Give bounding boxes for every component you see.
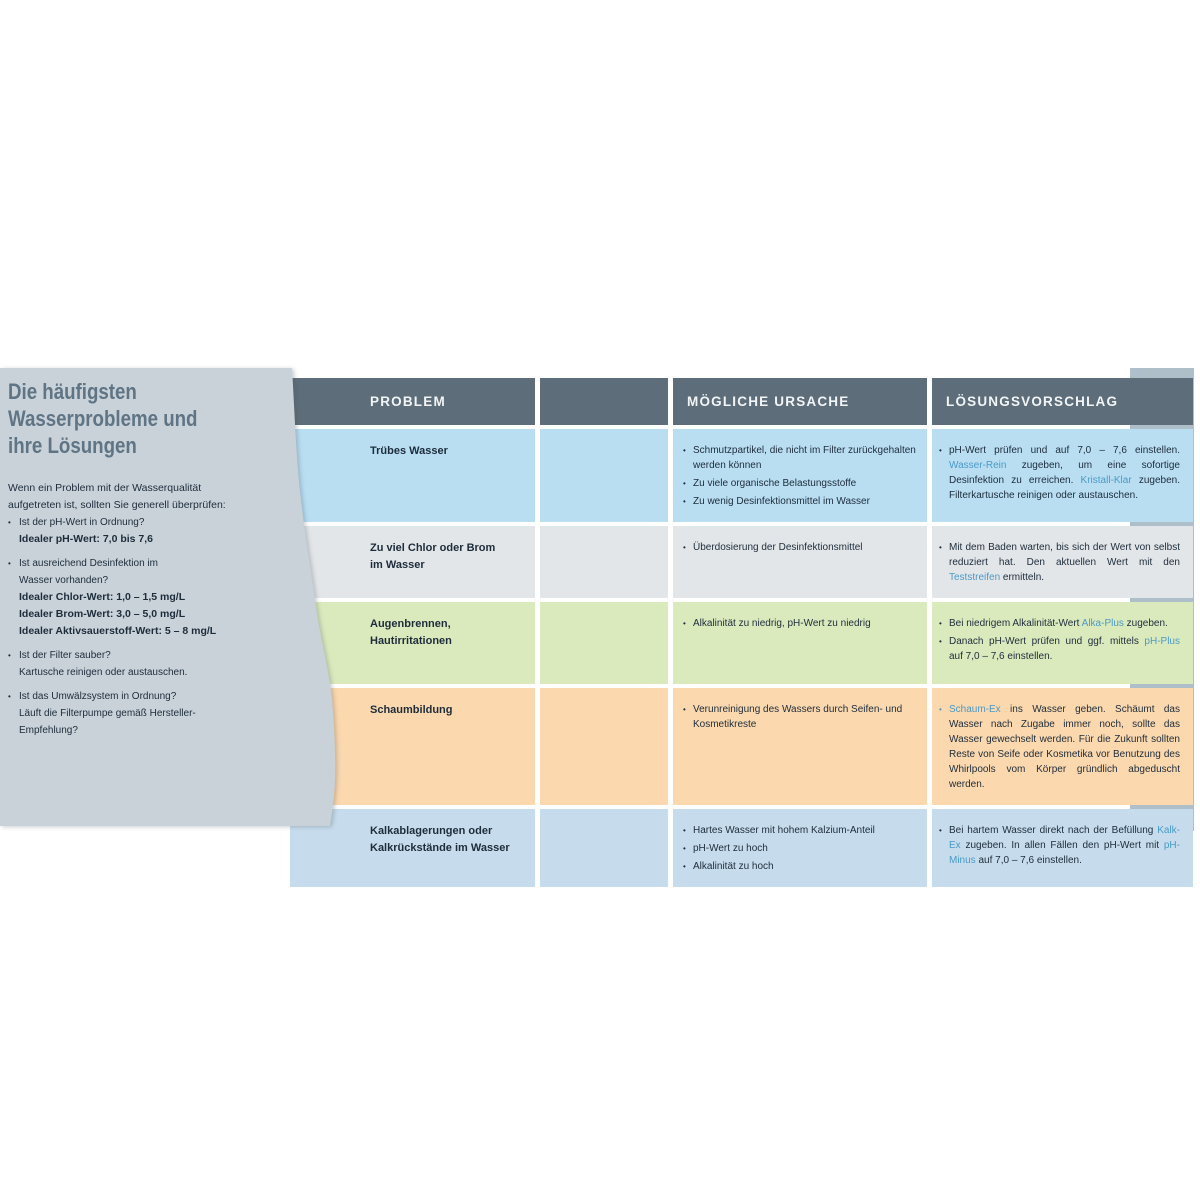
bullet-marker: • — [683, 826, 686, 835]
page-title-line: Die häufigsten — [8, 379, 137, 404]
solution-item — [939, 634, 1180, 664]
bullet-marker: • — [939, 826, 942, 835]
solution-item — [939, 540, 1180, 585]
sidebar-check-line: Ist der Filter sauber? — [19, 650, 111, 661]
cause-item — [683, 702, 917, 732]
solution-item — [939, 443, 1180, 503]
product-name: Teststreifen — [949, 572, 1001, 583]
bullet-marker: • — [683, 479, 686, 488]
problem-label-line: Trübes Wasser — [370, 445, 448, 457]
spacer-cell — [540, 688, 668, 805]
bullet-marker: • — [8, 692, 11, 701]
solution-text-segment: auf 7,0 – 7,6 einstellen. — [949, 651, 1053, 662]
bullet-text — [949, 616, 1180, 631]
solution-item — [939, 702, 1180, 792]
sidebar-intro — [8, 480, 238, 514]
sidebar-check-text — [19, 514, 238, 548]
bullet-text — [949, 823, 1180, 868]
cause-item — [683, 859, 917, 874]
spacer-cell — [540, 429, 668, 522]
column-header-spacer — [540, 378, 668, 425]
bullet-text: Alkalinität zu niedrig, pH-Wert zu niedrig — [693, 618, 871, 629]
product-name: Schaum-Ex — [949, 704, 1001, 715]
sidebar-check-line: Ist ausreichend Desinfektion im — [19, 558, 158, 569]
product-name: Wasser-Rein — [949, 460, 1007, 471]
sidebar — [0, 368, 340, 826]
bullet-text: Zu viele organische Belastungsstoffe — [693, 478, 857, 489]
solution-text-segment: Mit dem Baden warten, bis sich der Wert von selbst reduziert hat. Den aktuellen Wert mit den — [949, 542, 1180, 568]
solution-cell — [932, 602, 1193, 684]
cause-item — [683, 616, 917, 631]
table-header-row — [290, 378, 1193, 425]
sidebar-check-line: Idealer pH-Wert: 7,0 bis 7,6 — [19, 533, 154, 545]
sidebar-check-item — [8, 688, 238, 739]
sidebar-check-line: Läuft die Filterpumpe gemäß Hersteller- — [19, 708, 196, 719]
bullet-text — [949, 443, 1180, 503]
sidebar-checklist — [8, 514, 238, 739]
bullet-marker: • — [939, 705, 942, 714]
bullet-marker: • — [683, 497, 686, 506]
solution-text-segment: Bei niedrigem Alkalinität-Wert — [949, 618, 1082, 629]
troubleshooting-table — [290, 378, 1193, 891]
sidebar-check-line: Ist der pH-Wert in Ordnung? — [19, 517, 145, 528]
sidebar-check-line: Kartusche reinigen oder austauschen. — [19, 667, 188, 678]
solution-text-segment: Danach pH-Wert prüfen und ggf. mittels — [949, 636, 1145, 647]
cause-item — [683, 540, 917, 555]
bullet-marker: • — [8, 518, 11, 527]
solution-item — [939, 616, 1180, 631]
product-name: Kristall-Klar — [1080, 475, 1132, 486]
bullet-text — [949, 634, 1180, 664]
problem-label-line: Zu viel Chlor oder Brom — [370, 542, 496, 554]
bullet-text — [949, 540, 1180, 585]
page-title-line: ihre Lösungen — [8, 433, 137, 458]
spacer-cell — [540, 526, 668, 598]
sidebar-check-item — [8, 555, 238, 640]
bullet-text: Verunreinigung des Wassers durch Seifen- und Kosmetikreste — [693, 704, 903, 730]
table-row — [290, 809, 1193, 887]
column-header-solution: LÖSUNGSVORSCHLAG — [932, 378, 1193, 425]
bullet-marker: • — [683, 705, 686, 714]
page-title — [8, 378, 204, 459]
problem-label-line: Kalkrückstände im Wasser — [370, 842, 510, 854]
bullet-marker: • — [939, 637, 942, 646]
cause-cell — [673, 809, 927, 887]
bullet-marker: • — [8, 559, 11, 568]
sidebar-intro-line: aufgetreten ist, sollten Sie generell überprüfen: — [8, 499, 226, 511]
table-body — [290, 429, 1193, 887]
bullet-marker: • — [939, 619, 942, 628]
bullet-marker: • — [939, 446, 942, 455]
solution-text-segment: auf 7,0 – 7,6 einstellen. — [975, 855, 1082, 866]
cause-item — [683, 841, 917, 856]
bullet-text: Zu wenig Desinfektionsmittel im Wasser — [693, 496, 870, 507]
sidebar-check-item — [8, 647, 238, 681]
cause-item — [683, 476, 917, 491]
cause-item — [683, 443, 917, 473]
bullet-text: Überdosierung der Desinfektionsmittel — [693, 542, 863, 553]
solution-cell — [932, 688, 1193, 805]
cause-cell — [673, 526, 927, 598]
table-row — [290, 429, 1193, 522]
sidebar-check-line: Ist das Umwälzsystem in Ordnung? — [19, 691, 177, 702]
table-row — [290, 688, 1193, 805]
bullet-text: Schmutzpartikel, die nicht im Filter zurückgehalten werden können — [693, 445, 916, 471]
spacer-cell — [540, 602, 668, 684]
bullet-marker: • — [939, 543, 942, 552]
bullet-marker: • — [683, 446, 686, 455]
spacer-cell — [540, 809, 668, 887]
sidebar-check-text — [19, 647, 238, 681]
problem-label-line: Augenbrennen, — [370, 618, 451, 630]
bullet-marker: • — [683, 844, 686, 853]
problem-label-line: im Wasser — [370, 559, 425, 571]
cause-item — [683, 494, 917, 509]
column-header-cause: MÖGLICHE URSACHE — [673, 378, 927, 425]
cause-item — [683, 823, 917, 838]
solution-text-segment: zugeben, um eine sofortige Desinfektion zu erreichen. — [949, 460, 1180, 486]
sidebar-check-line: Idealer Aktivsauerstoff-Wert: 5 – 8 mg/L — [19, 625, 217, 637]
bullet-text: Hartes Wasser mit hohem Kalzium-Anteil — [693, 825, 875, 836]
table-row — [290, 602, 1193, 684]
solution-cell — [932, 429, 1193, 522]
solution-text-segment: ermitteln. — [1000, 572, 1045, 583]
problem-label-line: Hautirritationen — [370, 635, 452, 647]
bullet-marker: • — [683, 862, 686, 871]
sidebar-check-text — [19, 555, 238, 640]
sidebar-intro-line: Wenn ein Problem mit der Wasserqualität — [8, 482, 202, 494]
bullet-text: pH-Wert zu hoch — [693, 843, 768, 854]
bullet-marker: • — [683, 619, 686, 628]
solution-cell — [932, 526, 1193, 598]
sidebar-check-line: Wasser vorhanden? — [19, 575, 109, 586]
sidebar-content — [8, 378, 238, 746]
solution-text-segment: ins Wasser geben. Schäumt das Wasser nach Zugabe immer noch, sollte das Wasser gewechselt werden. Für die Zukunft sollten Reste von Seife oder Kosmetika vor Benutzung des Whirlpools vom Körper gründlich abgeduscht werden. — [949, 704, 1180, 790]
solution-text-segment: zugeben. — [1123, 618, 1168, 629]
bullet-text — [949, 702, 1180, 792]
solution-cell — [932, 809, 1193, 887]
cause-cell — [673, 602, 927, 684]
product-name: pH-Minus — [949, 840, 1180, 866]
solution-text-segment: pH-Wert prüfen und auf 7,0 – 7,6 einstellen. — [949, 445, 1180, 456]
solution-item — [939, 823, 1180, 868]
table-row — [290, 526, 1193, 598]
sidebar-check-line: Empfehlung? — [19, 725, 78, 736]
bullet-marker: • — [683, 543, 686, 552]
sidebar-check-item — [8, 514, 238, 548]
product-name: Kalk-Ex — [949, 825, 1180, 851]
sidebar-check-line: Idealer Brom-Wert: 3,0 – 5,0 mg/L — [19, 608, 186, 620]
cause-cell — [673, 429, 927, 522]
cause-cell — [673, 688, 927, 805]
bullet-marker: • — [8, 651, 11, 660]
problem-label-line: Kalkablagerungen oder — [370, 825, 493, 837]
sidebar-check-text — [19, 688, 238, 739]
bullet-text: Alkalinität zu hoch — [693, 861, 774, 872]
product-name: pH-Plus — [1144, 636, 1180, 647]
column-header-problem: PROBLEM — [290, 378, 535, 425]
sidebar-check-line: Idealer Chlor-Wert: 1,0 – 1,5 mg/L — [19, 591, 186, 603]
solution-text-segment: Bei hartem Wasser direkt nach der Befüllung — [949, 825, 1158, 836]
solution-text-segment: zugeben. In allen Fällen den pH-Wert mit — [960, 840, 1164, 851]
page-title-line: Wasserprobleme und — [8, 406, 198, 431]
problem-label-line: Schaumbildung — [370, 704, 453, 716]
solution-text-segment: zugeben. Filterkartusche reinigen oder austauschen. — [949, 475, 1180, 501]
product-name: Alka-Plus — [1081, 618, 1124, 629]
